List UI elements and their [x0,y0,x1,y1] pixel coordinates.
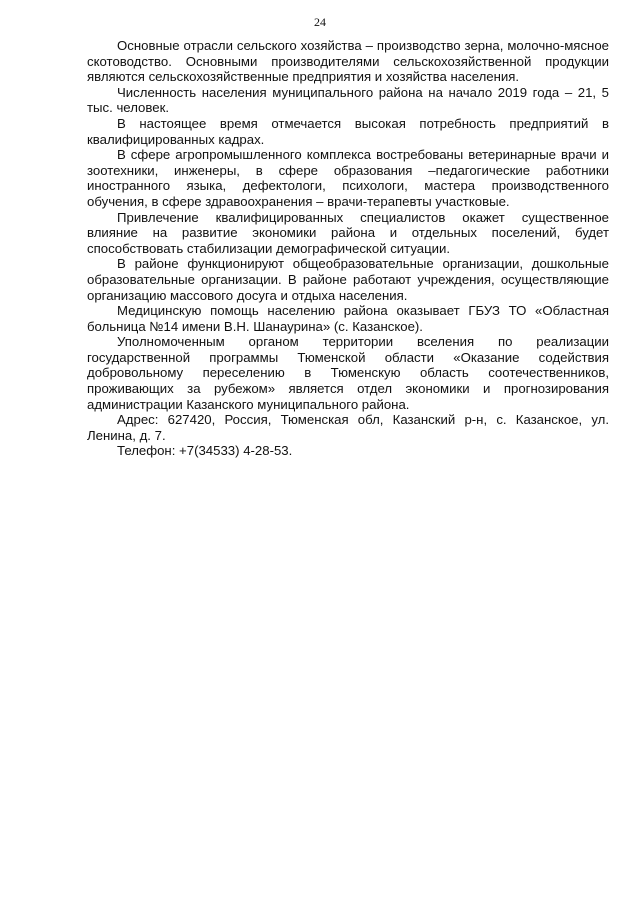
page-number: 24 [314,15,326,29]
paragraph-address: Адрес: 627420, Россия, Тюменская обл, Казанский р-н, с. Казанское, ул. Ленина, д. 7. [87,412,609,443]
paragraph-staff-demand: В настоящее время отмечается высокая потребность предприятий в квалифицированных кадрах. [87,115,609,147]
document-body [87,38,609,459]
paragraph-education: В районе функционируют общеобразовательные организации, дошкольные образовательные организации. В районе работают учреждения, осуществляющие организацию массового досуга и отдыха населения. [87,256,609,303]
paragraph-medical: Медицинскую помощь населению района оказывает ГБУЗ ТО «Областная больница №14 имени В.Н. Шанаурина» (с. Казанское). [87,303,609,334]
paragraph-authority: Уполномоченным органом территории вселения по реализации государственной программы Тюменской области «Оказание содействия добровольному переселению в Тюменскую область соотечественников, проживающих за рубежом» является отдел экономики и прогнозирования администрации Казанского муниципального района. [87,334,609,412]
paragraph-phone: Телефон: +7(34533) 4-28-53. [117,443,293,459]
paragraph-agriculture: Основные отрасли сельского хозяйства – производство зерна, молочно-мясное скотоводство. Основными производителями сельскохозяйственной продукции являются сельскохозяйственные предприятия и хозяйства населения. [87,38,609,85]
paragraph-specialists-impact: Привлечение квалифицированных специалистов окажет существенное влияние на развитие экономики района и отдельных поселений, будет способствовать стабилизации демографической ситуации. [87,209,609,256]
paragraph-population: Численность населения муниципального района на начало 2019 года – 21, 5 тыс. человек. [87,84,609,116]
paragraph-professions: В сфере агропромышленного комплекса востребованы ветеринарные врачи и зоотехники, инженеры, в сфере образования –педагогические работники иностранного языка, дефектологи, психологи, мастера производственного обучения, в сфере здравоохранения – врачи-терапевты участковые. [87,147,609,209]
